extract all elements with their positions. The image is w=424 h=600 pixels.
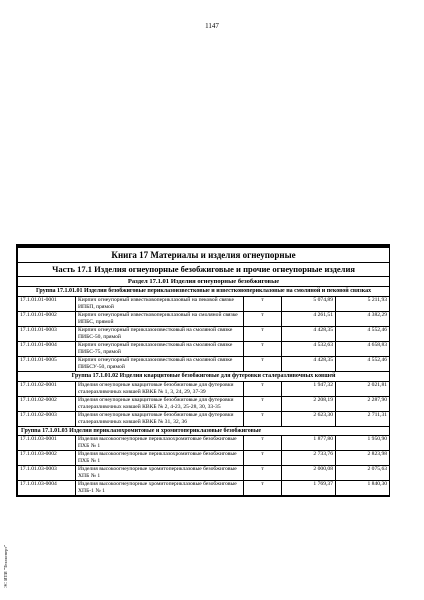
item-unit: т: [244, 326, 282, 341]
item-unit: т: [244, 296, 282, 311]
table-row: [18, 466, 390, 481]
item-unit: т: [244, 311, 282, 326]
part-title: Часть 17.1 Изделия огнеупорные безобжиговые и прочие огнеупорные изделия: [18, 263, 390, 277]
item-code: 17.1.01.01-0003: [18, 326, 76, 341]
table-row: [18, 481, 390, 496]
item-code: 17.1.01.03-0003: [18, 466, 76, 481]
price-table-grid: [17, 247, 390, 496]
item-code: 17.1.01.01-0001: [18, 296, 76, 311]
item-price-2: 4 658,83: [336, 341, 390, 356]
item-price-1: 2 000,08: [282, 466, 336, 481]
side-stamp: [3, 544, 13, 588]
item-price-2: 4 382,29: [336, 311, 390, 326]
item-name: Изделия огнеупорные кварцитовые безобжиговые для футеровки сталеразливочных ковшей КВКБ № 31, 32, 36: [76, 412, 244, 427]
item-name: Кирпич огнеупорный периклазоизвестковый на смоляной связке ПИБС-75, прямой: [76, 341, 244, 356]
item-unit: т: [244, 397, 282, 412]
page-number: 1147: [205, 22, 219, 30]
table-row: [18, 296, 390, 311]
item-unit: т: [244, 466, 282, 481]
item-price-2: 2 287,90: [336, 397, 390, 412]
item-code: 17.1.01.03-0002: [18, 451, 76, 466]
table-row: [18, 397, 390, 412]
item-price-1: 1 769,37: [282, 481, 336, 496]
item-price-2: 2 021,81: [336, 382, 390, 397]
book-title: Книга 17 Материалы и изделия огнеупорные: [18, 248, 390, 263]
item-price-2: 2 075,63: [336, 466, 390, 481]
item-name: Кирпич огнеупорный периклазоизвестковый на смоляной связке ПИБСУ-50, прямой: [76, 356, 244, 371]
item-code: 17.1.01.03-0001: [18, 436, 76, 451]
item-price-1: 4 261,51: [282, 311, 336, 326]
item-price-2: 2 711,31: [336, 412, 390, 427]
item-name: Изделия высокоогнеупорные хромитопериклазовые безобжиговые ХПБ-1 № 1: [76, 481, 244, 496]
item-price-1: 4 532,63: [282, 341, 336, 356]
item-price-2: 1 950,90: [336, 436, 390, 451]
item-price-1: 4 428,35: [282, 356, 336, 371]
item-price-2: 4 552,46: [336, 356, 390, 371]
item-name: Изделия высокоогнеупорные хромитопериклазовые безобжиговые ХПБ № 1: [76, 466, 244, 481]
item-unit: т: [244, 341, 282, 356]
item-name: Кирпич огнеупорный известковопериклазовый на пековой связке ИПБП, прямой: [76, 296, 244, 311]
item-name: Кирпич огнеупорный известковопериклазовый на смоляной связке ИПБС, прямой: [76, 311, 244, 326]
table-row: [18, 436, 390, 451]
item-unit: т: [244, 412, 282, 427]
item-code: 17.1.01.01-0002: [18, 311, 76, 326]
item-unit: т: [244, 382, 282, 397]
item-price-1: 2 733,76: [282, 451, 336, 466]
item-unit: т: [244, 436, 282, 451]
item-unit: т: [244, 451, 282, 466]
table-row: [18, 451, 390, 466]
item-name: Изделия высокоогнеупорные периклазохромитовые безобжиговые ПХБ № 1: [76, 451, 244, 466]
table-row: [18, 326, 390, 341]
side-stamp-text: ЭС ИТИ "Техэксперт": [3, 544, 8, 588]
table-row: [18, 311, 390, 326]
item-code: 17.1.01.01-0004: [18, 341, 76, 356]
item-unit: т: [244, 481, 282, 496]
table-row: [18, 382, 390, 397]
item-code: 17.1.01.02-0002: [18, 397, 76, 412]
item-name: Изделия огнеупорные кварцитовые безобжиговые для футеровки сталеразливочных ковшей КВКБ № 2, 4-23, 25-28, 30, 33-35: [76, 397, 244, 412]
item-price-1: 5 074,89: [282, 296, 336, 311]
item-name: Изделия огнеупорные кварцитовые безобжиговые для футеровки сталеразливочных ковшей КВКБ № 1, 3, 24, 29, 37-39: [76, 382, 244, 397]
item-price-2: 2 823,98: [336, 451, 390, 466]
item-price-1: 1 947,32: [282, 382, 336, 397]
item-name: Кирпич огнеупорный периклазоизвестковый на смоляной связке ПИБС-50, прямой: [76, 326, 244, 341]
table-row: [18, 356, 390, 371]
item-price-1: 4 428,35: [282, 326, 336, 341]
group-title: Группа 17.1.01.02 Изделия кварцитовые безобжиговые для футеровки сталеразливочных ковшей: [18, 371, 390, 381]
item-price-1: 1 877,80: [282, 436, 336, 451]
item-price-1: 2 623,30: [282, 412, 336, 427]
section-title: Раздел 17.1.01 Изделия огнеупорные безобжиговые: [18, 276, 390, 286]
item-price-2: 4 552,46: [336, 326, 390, 341]
item-price-2: 1 840,30: [336, 481, 390, 496]
price-table: [16, 244, 390, 497]
table-row: [18, 341, 390, 356]
item-name: Изделия высокоогнеупорные периклазохромитовые безобжиговые ПХБ № 1: [76, 436, 244, 451]
group-title: Группа 17.1.01.03 Изделия периклазохромитовые и хромитопериклазовые безобжиговые: [18, 427, 390, 436]
table-row: [18, 412, 390, 427]
item-price-1: 2 208,19: [282, 397, 336, 412]
item-code: 17.1.01.02-0003: [18, 412, 76, 427]
item-code: 17.1.01.03-0004: [18, 481, 76, 496]
item-code: 17.1.01.01-0005: [18, 356, 76, 371]
item-price-2: 5 211,93: [336, 296, 390, 311]
group-title: Группа 17.1.01.01 Изделия безобжиговые периклазоизвестковые и известковопериклазовые на смоляной и пековой связках: [18, 286, 390, 296]
item-unit: т: [244, 356, 282, 371]
item-code: 17.1.01.02-0001: [18, 382, 76, 397]
